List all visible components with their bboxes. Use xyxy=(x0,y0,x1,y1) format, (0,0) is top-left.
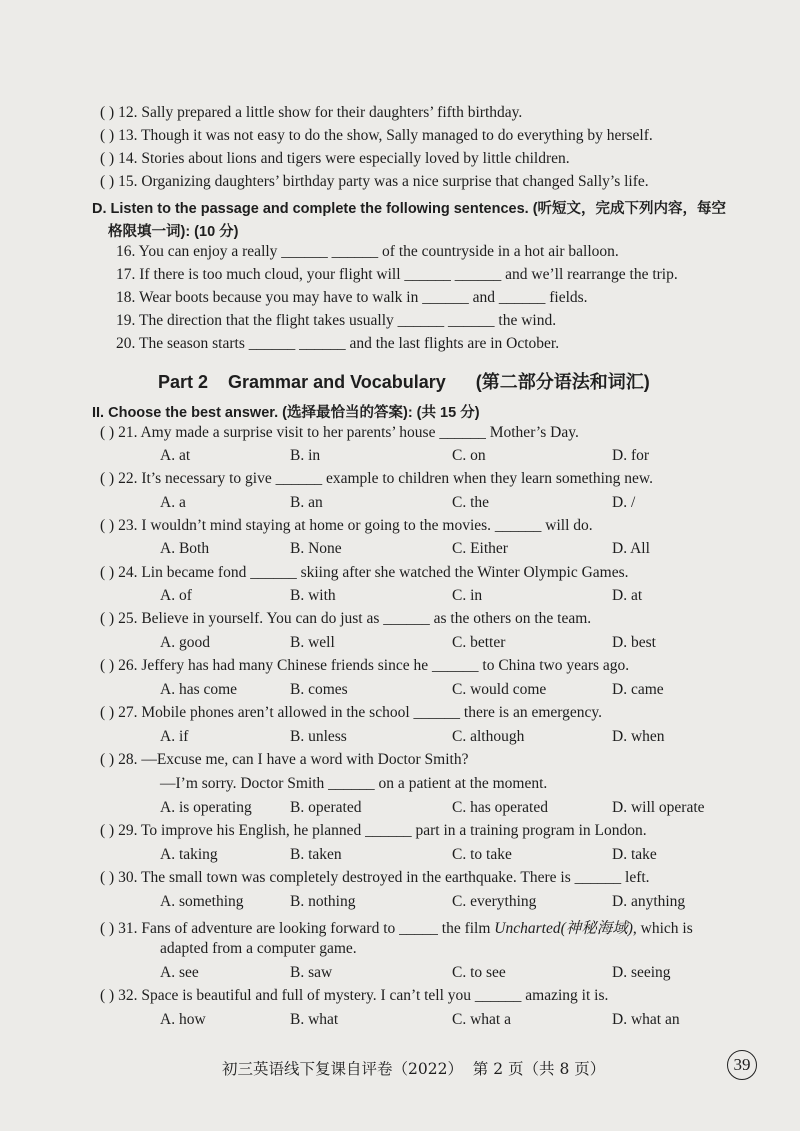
question-text-cont: adapted from a computer game. xyxy=(160,940,357,957)
item-17: 17. If there is too much cloud, your flight will ______ ______ and we’ll rearrange the trip. xyxy=(116,266,678,283)
answer-blank: ( ) xyxy=(100,869,115,886)
answer-blank: ( ) xyxy=(100,751,115,768)
question-text: 32. Space is beautiful and full of mystery. I can’t tell you ______ amazing it is. xyxy=(118,987,609,1004)
section-ii-heading: II. Choose the best answer. (选择最恰当的答案): (共 15 分) xyxy=(92,405,480,421)
answer-blank: ( ) xyxy=(100,150,115,167)
question-24 xyxy=(100,564,629,582)
answer-blank: ( ) xyxy=(100,704,115,721)
option-a: A. at xyxy=(160,447,191,464)
question-23 xyxy=(100,517,593,535)
option-a: A. has come xyxy=(160,681,238,698)
option-a: A. of xyxy=(160,587,192,604)
answer-blank: ( ) xyxy=(100,987,115,1004)
item-13 xyxy=(100,127,653,145)
question-text-tail: , which is xyxy=(632,920,693,937)
question-31 xyxy=(100,916,693,938)
question-text: 22. It’s necessary to give ______ example to children when they learn something new. xyxy=(118,470,653,487)
option-a: A. good xyxy=(160,634,210,651)
answer-blank: ( ) xyxy=(100,610,115,627)
question-27 xyxy=(100,704,602,722)
option-d: D. came xyxy=(612,681,664,698)
item-14 xyxy=(100,150,570,168)
item-text: 13. Though it was not easy to do the show, Sally managed to do everything by herself. xyxy=(118,127,653,144)
section-d-heading: D. Listen to the passage and complete the following sentences. (听短文，完成下列内容，每空 xyxy=(92,201,727,217)
option-b: B. nothing xyxy=(290,893,356,910)
option-b: B. saw xyxy=(290,964,333,981)
item-16: 16. You can enjoy a really ______ ______ of the countryside in a hot air balloon. xyxy=(116,243,619,260)
item-18: 18. Wear boots because you may have to walk in ______ and ______ fields. xyxy=(116,289,588,306)
answer-blank: ( ) xyxy=(100,173,115,190)
question-text: 21. Amy made a surprise visit to her parents’ house ______ Mother’s Day. xyxy=(118,424,579,441)
option-d: D. at xyxy=(612,587,643,604)
option-d: D. will operate xyxy=(612,799,705,816)
answer-blank: ( ) xyxy=(100,104,115,121)
question-text: 23. I wouldn’t mind staying at home or going to the movies. ______ will do. xyxy=(118,517,593,534)
option-b: B. unless xyxy=(290,728,347,745)
answer-blank: ( ) xyxy=(100,822,115,839)
question-text: 31. Fans of adventure are looking forward to _____ the film xyxy=(118,920,495,937)
answer-blank: ( ) xyxy=(100,920,115,937)
question-32 xyxy=(100,987,608,1005)
question-text: 25. Believe in yourself. You can do just as ______ as the others on the team. xyxy=(118,610,592,627)
option-b: B. an xyxy=(290,494,323,511)
option-d: D. seeing xyxy=(612,964,671,981)
option-a: A. how xyxy=(160,1011,206,1028)
option-a: A. a xyxy=(160,494,186,511)
part2-title: Part 2 Grammar and Vocabulary (第二部分语法和词汇) xyxy=(158,372,650,392)
option-c: C. everything xyxy=(452,893,537,910)
question-30 xyxy=(100,869,650,887)
question-text: 27. Mobile phones aren’t allowed in the school ______ there is an emergency. xyxy=(118,704,603,721)
option-c: C. on xyxy=(452,447,486,464)
option-d: D. for xyxy=(612,447,650,464)
question-text-cont: —I’m sorry. Doctor Smith ______ on a patient at the moment. xyxy=(160,775,548,792)
item-text: 12. Sally prepared a little show for their daughters’ fifth birthday. xyxy=(118,104,523,121)
option-b: B. comes xyxy=(290,681,348,698)
option-a: A. see xyxy=(160,964,199,981)
answer-blank: ( ) xyxy=(100,127,115,144)
option-b: B. in xyxy=(290,447,321,464)
section-d-heading-cont: 格限填一词): (10 分) xyxy=(108,224,239,240)
item-20: 20. The season starts ______ ______ and the last flights are in October. xyxy=(116,335,560,352)
option-b: B. with xyxy=(290,587,336,604)
answer-blank: ( ) xyxy=(100,564,115,581)
option-d: D. best xyxy=(612,634,656,651)
item-19: 19. The direction that the flight takes usually ______ ______ the wind. xyxy=(116,312,557,329)
item-text: 14. Stories about lions and tigers were especially loved by little children. xyxy=(118,150,570,167)
option-b: B. operated xyxy=(290,799,362,816)
question-28 xyxy=(100,751,468,769)
question-text: 24. Lin became fond ______ skiing after she watched the Winter Olympic Games. xyxy=(118,564,629,581)
question-22 xyxy=(100,470,653,488)
question-text: 26. Jeffery has had many Chinese friends since he ______ to China two years ago. xyxy=(118,657,630,674)
question-21 xyxy=(100,424,579,442)
item-12 xyxy=(100,104,522,122)
option-c: C. would come xyxy=(452,681,547,698)
question-26 xyxy=(100,657,629,675)
option-b: B. what xyxy=(290,1011,339,1028)
question-25 xyxy=(100,610,591,628)
page-number-badge: 39 xyxy=(727,1050,757,1080)
option-b: B. None xyxy=(290,540,342,557)
answer-blank: ( ) xyxy=(100,470,115,487)
option-a: A. is operating xyxy=(160,799,252,816)
answer-blank: ( ) xyxy=(100,517,115,534)
option-c: C. the xyxy=(452,494,490,511)
option-d: D. All xyxy=(612,540,650,557)
option-b: B. taken xyxy=(290,846,342,863)
option-c: C. Either xyxy=(452,540,508,557)
option-c: C. in xyxy=(452,587,483,604)
question-text: 30. The small town was completely destroyed in the earthquake. There is ______ left. xyxy=(118,869,650,886)
answer-blank: ( ) xyxy=(100,424,115,441)
option-c: C. although xyxy=(452,728,525,745)
option-c: C. to take xyxy=(452,846,512,863)
option-c: C. what a xyxy=(452,1011,511,1028)
option-d: D. / xyxy=(612,494,636,511)
option-a: A. if xyxy=(160,728,189,745)
item-text: 15. Organizing daughters’ birthday party was a nice surprise that changed Sally’s life. xyxy=(118,173,649,190)
option-a: A. taking xyxy=(160,846,218,863)
answer-blank: ( ) xyxy=(100,657,115,674)
option-d: D. anything xyxy=(612,893,686,910)
option-c: C. has operated xyxy=(452,799,548,816)
option-a: A. Both xyxy=(160,540,210,557)
item-15 xyxy=(100,173,649,191)
option-b: B. well xyxy=(290,634,335,651)
option-c: C. better xyxy=(452,634,506,651)
option-a: A. something xyxy=(160,893,244,910)
question-text: 29. To improve his English, he planned ______ part in a training program in London. xyxy=(118,822,647,839)
option-d: D. take xyxy=(612,846,657,863)
film-title: Uncharted(神秘海域) xyxy=(494,920,633,937)
page-footer: 初三英语线下复课自评卷（2022） 第 2 页（共 8 页） xyxy=(222,1060,606,1078)
option-d: D. when xyxy=(612,728,665,745)
option-d: D. what an xyxy=(612,1011,680,1028)
question-29 xyxy=(100,822,647,840)
option-c: C. to see xyxy=(452,964,506,981)
question-text: 28. —Excuse me, can I have a word with Doctor Smith? xyxy=(118,751,469,768)
